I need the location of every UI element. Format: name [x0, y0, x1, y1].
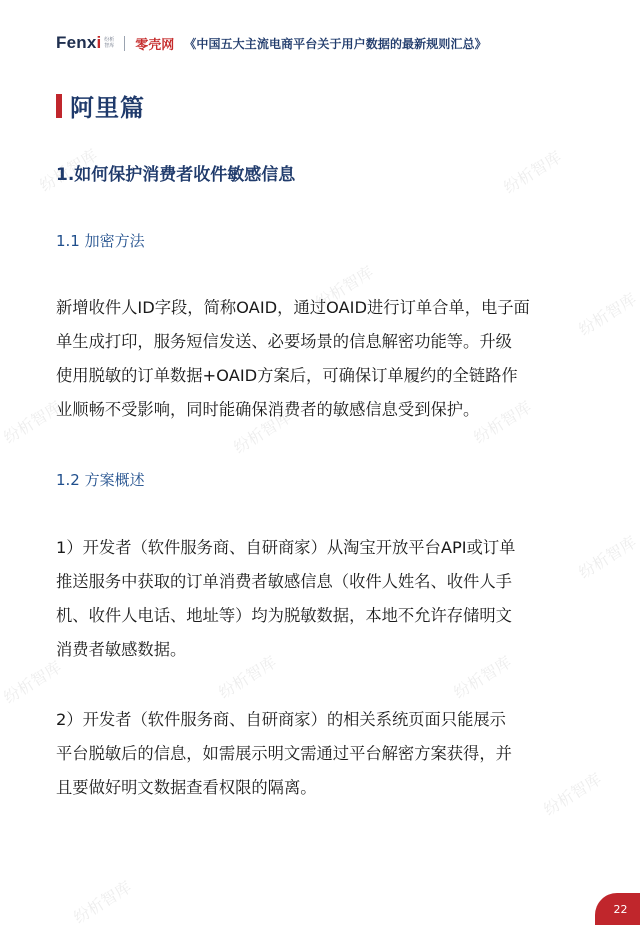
secondary-brand: 零壳网 [135, 37, 175, 53]
logo-subtext [104, 37, 114, 49]
watermark: 纷析智库 [470, 397, 535, 448]
watermark: 纷析智库 [0, 657, 65, 708]
watermark: 纷析智库 [500, 147, 565, 198]
watermark: 纷析智库 [70, 877, 135, 928]
subheading-encryption-method: 1.1 加密方法 [56, 232, 145, 250]
paragraph-line: 且要做好明文数据查看权限的隔离。 [56, 778, 317, 797]
paragraph-line: 平台脱敏后的信息，如需展示明文需通过平台解密方案获得，并 [56, 744, 512, 763]
header-divider [124, 36, 125, 51]
watermark: 纷析智库 [540, 769, 605, 820]
page-number: 22 [595, 893, 640, 925]
paragraph-line: 机、收件人电话、地址等）均为脱敏数据，本地不允许存储明文 [56, 606, 512, 625]
paragraph-line: 1）开发者（软件服务商、自研商家）从淘宝开放平台API或订单 [56, 538, 516, 557]
paragraph-encryption [56, 291, 586, 427]
watermark: 纷析智库 [450, 652, 515, 703]
watermark: 纷析智库 [575, 289, 640, 340]
paragraph-line: 使用脱敏的订单数据+OAID方案后，可确保订单履约的全链路作 [56, 366, 518, 385]
paragraph-line: 业顺畅不受影响，同时能确保消费者的敏感信息受到保护。 [56, 400, 480, 419]
section-title: 阿里篇 [70, 94, 145, 122]
paragraph-line: 单生成打印，服务短信发送、必要场景的信息解密功能等。升级 [56, 332, 512, 351]
document-title: 《中国五大主流电商平台关于用户数据的最新规则汇总》 [184, 36, 487, 51]
watermark: 纷析智库 [312, 262, 377, 313]
paragraph-overview-1 [56, 531, 586, 667]
paragraph-line: 消费者敏感数据。 [56, 640, 187, 659]
paragraph-overview-2 [56, 703, 586, 805]
watermark: 纷析智库 [215, 652, 280, 703]
watermark: 纷析智库 [230, 407, 295, 458]
paragraph-line: 新增收件人ID字段，简称OAID，通过OAID进行订单合单，电子面 [56, 298, 530, 317]
section-accent-bar [56, 94, 62, 118]
logo-sub-line2: 智库 [104, 43, 115, 49]
logo-accent: i [96, 33, 102, 52]
logo-sub-line1: 纷析 [104, 37, 115, 43]
watermark: 纷析智库 [575, 532, 640, 583]
page-header [56, 30, 487, 56]
heading-protect-sensitive-info: 1.如何保护消费者收件敏感信息 [56, 165, 296, 185]
paragraph-line: 2）开发者（软件服务商、自研商家）的相关系统页面只能展示 [56, 710, 506, 729]
watermark: 纷析智库 [36, 145, 101, 196]
logo-text: Fenx [56, 33, 97, 52]
paragraph-line: 推送服务中获取的订单消费者敏感信息（收件人姓名、收件人手 [56, 572, 512, 591]
subheading-solution-overview: 1.2 方案概述 [56, 471, 145, 489]
watermark: 纷析智库 [0, 397, 65, 448]
